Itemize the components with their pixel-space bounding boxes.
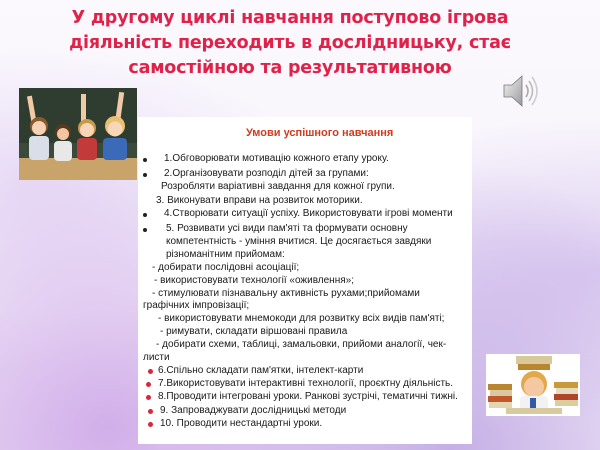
list-item: Розробляти варіативні завдання для кожної групи. (161, 181, 395, 192)
list-item: 9. Запроваджувати дослідницькі методи (160, 405, 347, 416)
list-item: - стимулювати пізнавальну активність рухами;прийомами (152, 288, 420, 299)
list-item: - добирати послідовні асоціації; (152, 262, 300, 273)
bullet (143, 173, 147, 177)
bullet (148, 409, 153, 414)
list-item: 5. Розвивати усі види пам'яті та формувати основну (166, 223, 408, 234)
list-item: компетентність - уміння вчитися. Це досягається завдяки (166, 236, 432, 247)
list-item: різноманітним прийомам: (166, 249, 285, 260)
list-item: - використовувати технології «оживлення»; (154, 275, 354, 286)
list-item: 8.Проводити інтегровані уроки. Ранкові зустрічі, тематичні тижні. (158, 391, 458, 402)
list-item: 1.Обговорювати мотивацію кожного етапу уроку. (164, 153, 389, 164)
children-classroom-photo (19, 88, 137, 180)
list-item: 2.Організовувати розподіл дітей за групами: (164, 168, 369, 179)
bullet (148, 369, 153, 374)
bullet (146, 395, 151, 400)
list-item: 3. Виконувати вправи на розвиток моторики. (156, 195, 363, 206)
bullet (143, 158, 147, 162)
bullet (143, 228, 147, 232)
list-item: - використовувати мнемокоди для розвитку всіх видів пам'яті; (158, 313, 445, 324)
list-item: - римувати, складати віршовані правила (160, 326, 348, 337)
boy-with-books-photo (486, 354, 580, 416)
list-item: 6.Спільно складати пам'ятки, інтелект-карти (158, 365, 364, 376)
list-item: 10. Проводити нестандартні уроки. (160, 418, 323, 429)
list-item: - добирати схеми, таблиці, замальовки, прийоми аналогії, чек- (156, 339, 447, 350)
speaker-icon[interactable] (500, 71, 540, 111)
list-item: 7.Використовувати інтерактивні технології, проєктну діяльність. (158, 378, 454, 389)
bullet (148, 422, 153, 427)
bullet (143, 213, 147, 217)
list-item: 4.Створювати ситуації успіху. Використовувати ігрові моменти (164, 208, 453, 219)
slide-title: У другому циклі навчання поступово ігрова діяльність переходить в дослідницьку, стає самостійною та результативною (69, 8, 511, 78)
box-title: Умови успішного навчання (246, 127, 394, 139)
list-item: листи (143, 352, 170, 363)
bullet (146, 382, 151, 387)
conditions-box (138, 117, 472, 444)
list-item: графічних імпровізації; (143, 300, 250, 311)
